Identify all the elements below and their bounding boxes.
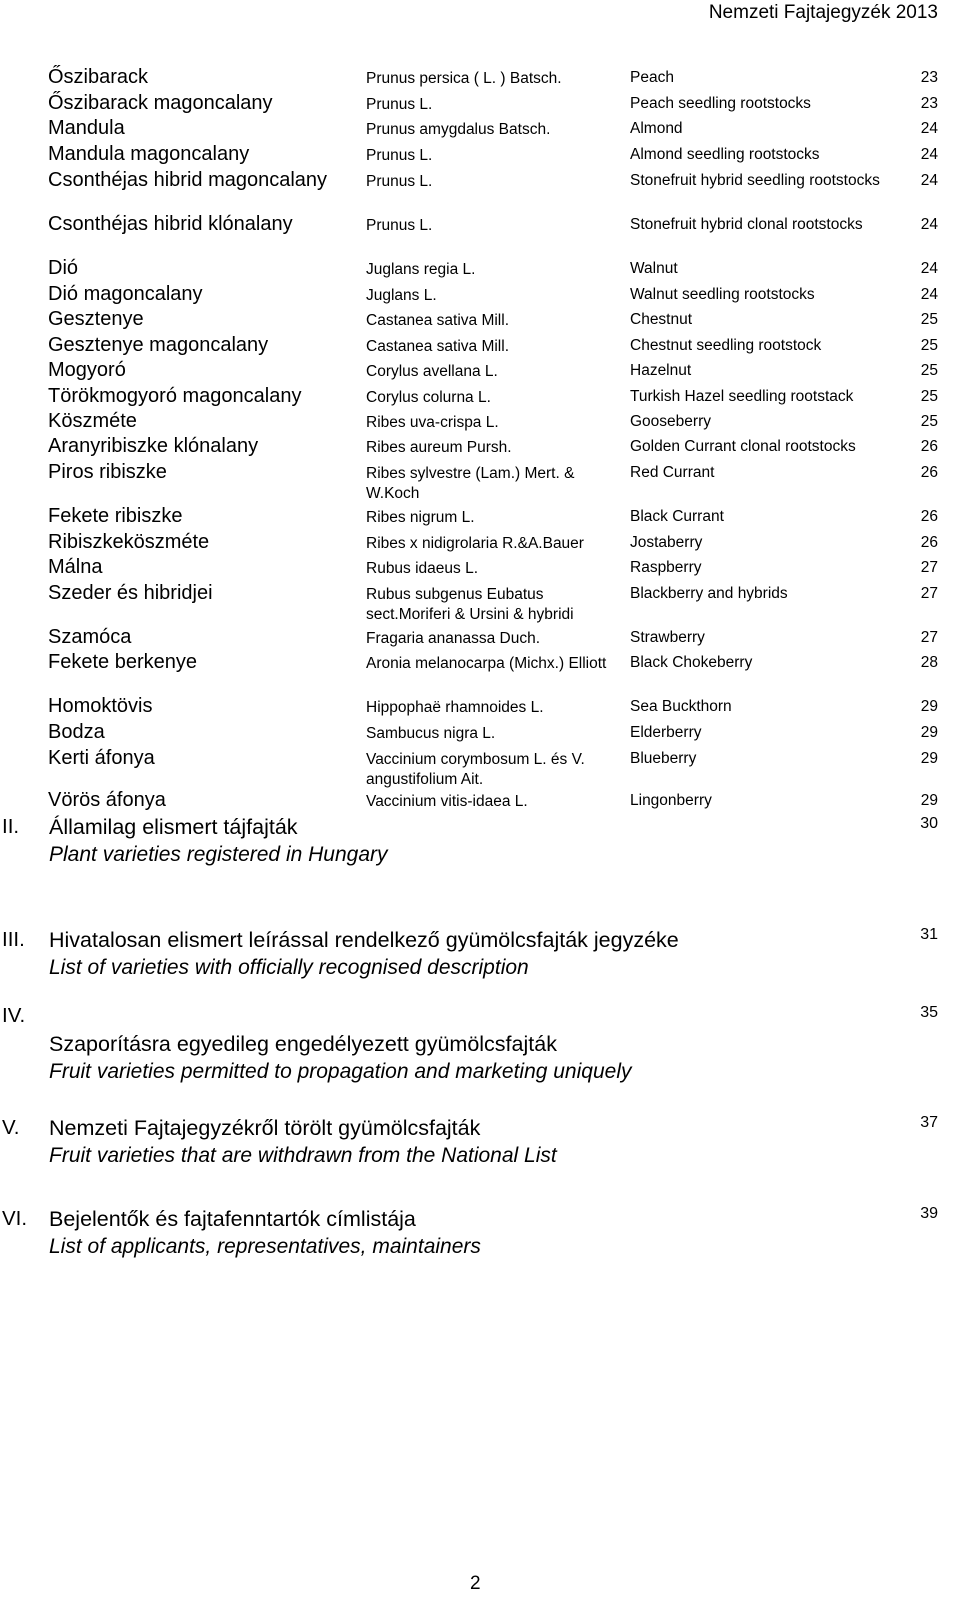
page-ref: 29 [920, 750, 938, 767]
page-ref: 25 [920, 311, 938, 328]
section-page: 31 [920, 926, 938, 943]
hungarian-name: Csonthéjas hibrid klónalany [48, 213, 293, 235]
latin-name: Fragaria ananassa Duch. [366, 630, 541, 647]
section-title: Államilag elismert tájfajták [49, 815, 298, 839]
page-ref: 26 [920, 534, 938, 551]
page-ref: 26 [920, 438, 938, 455]
english-name: Black Currant [630, 508, 724, 525]
hungarian-name: Őszibarack [48, 66, 149, 88]
page-ref: 25 [920, 388, 938, 405]
page-header: Nemzeti Fajtajegyzék 2013 [708, 2, 938, 23]
english-name: Chestnut seedling rootstock [630, 337, 822, 354]
hungarian-name: Dió magoncalany [48, 283, 203, 305]
latin-name: Juglans regia L. [366, 261, 476, 278]
english-name: Red Currant [630, 464, 715, 481]
hungarian-name: Aranyribiszke klónalany [48, 435, 259, 457]
english-name: Elderberry [630, 724, 702, 741]
section-title: Hivatalosan elismert leírással rendelkező gyümölcsfajták jegyzéke [49, 928, 679, 952]
hungarian-name: Gesztenye magoncalany [48, 334, 269, 356]
page-ref: 27 [920, 559, 938, 576]
hungarian-name: Mandula [48, 117, 125, 139]
english-name: Almond [630, 120, 683, 137]
latin-name: Ribes x nidigrolaria R.&A.Bauer [366, 535, 584, 552]
latin-name: Castanea sativa Mill. [366, 312, 510, 329]
section-page: 35 [920, 1004, 938, 1021]
english-name: Gooseberry [630, 413, 711, 430]
section-subtitle: Plant varieties registered in Hungary [49, 843, 388, 866]
page-ref: 24 [920, 216, 938, 233]
latin-name: Prunus amygdalus Batsch. [366, 121, 551, 138]
page-ref: 24 [920, 260, 938, 277]
latin-name: Ribes sylvestre (Lam.) Mert. & W.Koch [366, 465, 575, 502]
page-ref: 29 [920, 792, 938, 809]
english-name: Chestnut [630, 311, 693, 328]
hungarian-name: Szamóca [48, 626, 132, 648]
page-ref: 26 [920, 508, 938, 525]
page-ref: 23 [920, 95, 938, 112]
hungarian-name: Málna [48, 556, 103, 578]
latin-name: Rubus subgenus Eubatus sect.Moriferi & Ursini & hybridi [366, 586, 574, 623]
latin-name: Vaccinium corymbosum L. és V. angustifolium Ait. [366, 751, 585, 788]
hungarian-name: Bodza [48, 721, 105, 743]
latin-name: Prunus L. [366, 173, 433, 190]
latin-name: Juglans L. [366, 287, 437, 304]
latin-name: Prunus L. [366, 217, 433, 234]
section-number: V. [2, 1116, 20, 1139]
page-ref: 25 [920, 337, 938, 354]
latin-name: Hippophaë rhamnoides L. [366, 699, 544, 716]
english-name: Blueberry [630, 750, 697, 767]
english-name: Stonefruit hybrid clonal rootstocks [630, 216, 863, 233]
hungarian-name: Homoktövis [48, 695, 153, 717]
latin-name: Sambucus nigra L. [366, 725, 496, 742]
english-name: Stonefruit hybrid seedling rootstocks [630, 172, 880, 189]
latin-name: Prunus L. [366, 147, 433, 164]
english-name: Strawberry [630, 629, 705, 646]
page-ref: 24 [920, 286, 938, 303]
hungarian-name: Mogyoró [48, 359, 126, 381]
english-name: Raspberry [630, 559, 702, 576]
hungarian-name: Piros ribiszke [48, 461, 167, 483]
english-name: Lingonberry [630, 792, 712, 809]
latin-name: Corylus avellana L. [366, 363, 498, 380]
english-name: Walnut seedling rootstocks [630, 286, 815, 303]
section-subtitle: List of varieties with officially recognised description [49, 956, 529, 979]
hungarian-name: Dió [48, 257, 79, 279]
hungarian-name: Csonthéjas hibrid magoncalany [48, 169, 328, 191]
section-title: Nemzeti Fajtajegyzékről törölt gyümölcsfajták [49, 1116, 481, 1140]
hungarian-name: Vörös áfonya [48, 789, 166, 811]
hungarian-name: Őszibarack magoncalany [48, 92, 273, 114]
hungarian-name: Szeder és hibridjei [48, 582, 213, 604]
page-ref: 26 [920, 464, 938, 481]
hungarian-name: Fekete ribiszke [48, 505, 183, 527]
section-number: VI. [2, 1207, 28, 1230]
english-name: Black Chokeberry [630, 654, 753, 671]
page-ref: 29 [920, 724, 938, 741]
page-ref: 24 [920, 120, 938, 137]
english-name: Peach [630, 69, 674, 86]
page-number: 2 [470, 1573, 481, 1594]
latin-name: Rubus idaeus L. [366, 560, 479, 577]
page-ref: 28 [920, 654, 938, 671]
hungarian-name: Köszméte [48, 410, 137, 432]
english-name: Almond seedling rootstocks [630, 146, 820, 163]
english-name: Jostaberry [630, 534, 703, 551]
english-name: Golden Currant clonal rootstocks [630, 438, 856, 455]
page-ref: 24 [920, 146, 938, 163]
latin-name: Aronia melanocarpa (Michx.) Elliott [366, 655, 607, 672]
section-page: 37 [920, 1114, 938, 1131]
page-ref: 27 [920, 629, 938, 646]
section-number: IV. [2, 1004, 26, 1027]
latin-name: Prunus L. [366, 96, 433, 113]
section-number: II. [2, 815, 20, 838]
english-name: Turkish Hazel seedling rootstack [630, 388, 854, 405]
english-name: Walnut [630, 260, 678, 277]
page-ref: 27 [920, 585, 938, 602]
hungarian-name: Ribiszkeköszméte [48, 531, 210, 553]
page-ref: 25 [920, 413, 938, 430]
section-subtitle: List of applicants, representatives, maintainers [49, 1235, 481, 1258]
latin-name: Ribes uva-crispa L. [366, 414, 499, 431]
hungarian-name: Fekete berkenye [48, 651, 197, 673]
latin-name: Castanea sativa Mill. [366, 338, 510, 355]
latin-name: Corylus colurna L. [366, 389, 491, 406]
english-name: Hazelnut [630, 362, 692, 379]
hungarian-name: Mandula magoncalany [48, 143, 250, 165]
english-name: Sea Buckthorn [630, 698, 732, 715]
section-page: 39 [920, 1205, 938, 1222]
english-name: Peach seedling rootstocks [630, 95, 811, 112]
section-subtitle: Fruit varieties permitted to propagation and marketing uniquely [49, 1060, 632, 1083]
hungarian-name: Törökmogyoró magoncalany [48, 385, 302, 407]
page-ref: 29 [920, 698, 938, 715]
latin-name: Ribes nigrum L. [366, 509, 475, 526]
page-ref: 25 [920, 362, 938, 379]
latin-name: Ribes aureum Pursh. [366, 439, 512, 456]
page-ref: 24 [920, 172, 938, 189]
hungarian-name: Gesztenye [48, 308, 144, 330]
latin-name: Prunus persica ( L. ) Batsch. [366, 70, 562, 87]
latin-name: Vaccinium vitis-idaea L. [366, 793, 528, 810]
english-name: Blackberry and hybrids [630, 585, 788, 602]
section-title: Szaporításra egyedileg engedélyezett gyümölcsfajták [49, 1032, 557, 1056]
hungarian-name: Kerti áfonya [48, 747, 155, 769]
page-ref: 23 [920, 69, 938, 86]
section-number: III. [2, 928, 25, 951]
section-title: Bejelentők és fajtafenntartók címlistája [49, 1207, 416, 1231]
section-subtitle: Fruit varieties that are withdrawn from the National List [49, 1144, 557, 1167]
section-page: 30 [920, 815, 938, 832]
